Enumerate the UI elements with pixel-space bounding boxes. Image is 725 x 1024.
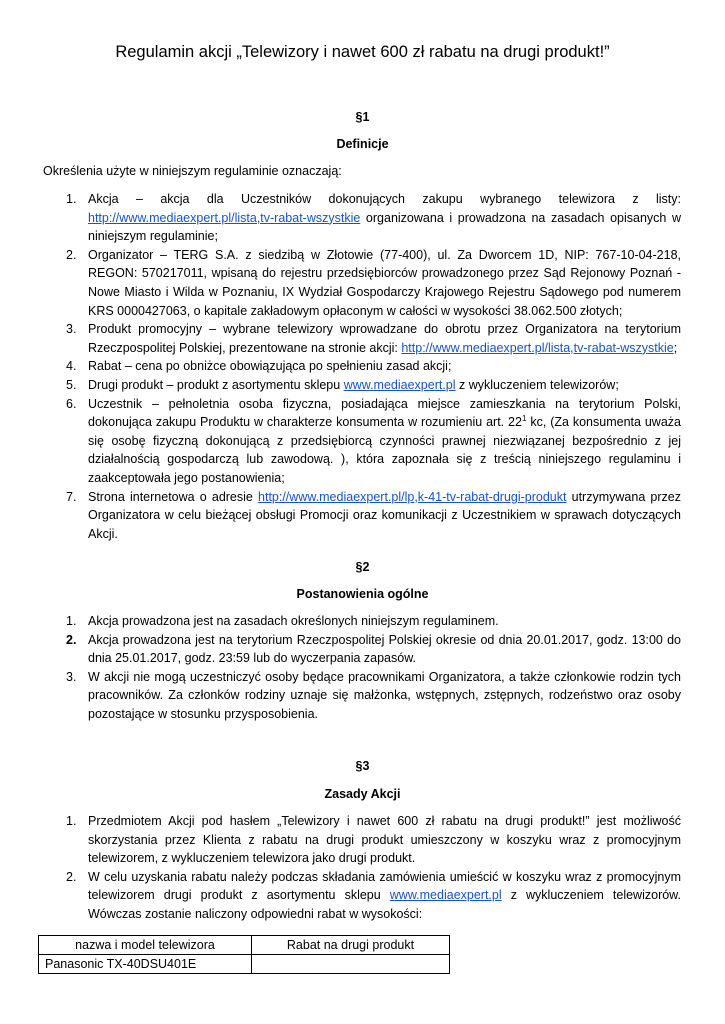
general-provisions-list bbox=[0, 612, 725, 724]
item-text: Akcja prowadzona jest na terytorium Rzeczpospolitej Polskiej okresie od dnia 20.01.2017, godz. 13:00 do dnia 25.01.2017, godz. 23:59 lub do wyczerpania zapasów. bbox=[88, 632, 681, 666]
table-cell: Panasonic TX-40DSU401E bbox=[39, 955, 252, 974]
item-number: 7. bbox=[66, 489, 77, 504]
item-number: 1. bbox=[66, 614, 77, 628]
item-number: 2. bbox=[66, 632, 77, 647]
item-text: utrzymywana przez Organizatora w celu bieżącej obsługi Promocji oraz komunikacji z Uczestnikiem w sprawach dotyczących Akcji. bbox=[88, 489, 681, 541]
table-row bbox=[39, 955, 450, 974]
list-item bbox=[0, 246, 681, 320]
item-number: 3. bbox=[66, 322, 77, 337]
shop-link[interactable]: www.mediaexpert.pl bbox=[389, 888, 502, 903]
superscript: 1 bbox=[521, 413, 527, 423]
item-number: 1. bbox=[66, 814, 77, 828]
item-number: 2. bbox=[66, 869, 77, 884]
promotion-page-link[interactable]: http://www.mediaexpert.pl/lp,k-41-tv-rabat-drugi-produkt bbox=[258, 489, 567, 504]
item-number: 4. bbox=[66, 359, 77, 374]
list-item bbox=[0, 320, 681, 357]
item-text: Drugi produkt – produkt z asortymentu sklepu bbox=[88, 377, 344, 392]
item-text: W celu uzyskania rabatu należy podczas składania zamówienia umieścić w koszyku wraz z promocyjnym telewizorem drugi produkt z asortymentu sklepu bbox=[88, 869, 681, 903]
item-number: 2. bbox=[66, 247, 77, 262]
item-text: Rabat – cena po obniżce obowiązująca po spełnieniu zasad akcji; bbox=[88, 359, 452, 374]
item-text: organizowana i prowadzona na zasadach opisanych w niniejszym regulaminie; bbox=[88, 210, 681, 244]
section-1-heading: Definicje bbox=[336, 137, 389, 151]
item-text: W akcji nie mogą uczestniczyć osoby będące pracownikami Organizatora, a także członkowie rodzin tych pracowników. Za członków rodziny uznaje się małżonka, wstępnych, zstępnych, rodzeństwo oraz osoby pozostające w stosunku przysposobienia. bbox=[88, 669, 681, 721]
section-2-number: §2 bbox=[355, 560, 370, 574]
item-number: 5. bbox=[66, 377, 77, 392]
list-item bbox=[0, 612, 681, 631]
list-item bbox=[0, 395, 681, 488]
item-text: z wykluczeniem telewizorów; bbox=[455, 377, 619, 392]
item-text: Uczestnik – pełnoletnia osoba fizyczna, posiadająca miejsce zamieszkania na terytorium Polski, dokonująca zakupu Produktu w charakterze konsumenta w rozumieniu art. 22 bbox=[88, 396, 681, 430]
list-item bbox=[0, 812, 681, 868]
item-number: 6. bbox=[66, 396, 77, 411]
rules-list bbox=[0, 812, 725, 924]
item-text: Przedmiotem Akcji pod hasłem „Telewizory i nawet 600 zł rabatu na drugi produkt!” jest możliwość skorzystania przez Klienta z rabatu na drugi produkt umieszczony w koszyku wraz z promocyjnym telewizorem, z wykluczeniem telewizora jako drugi produkt. bbox=[88, 814, 681, 866]
item-text: ; bbox=[673, 340, 678, 355]
table-cell bbox=[252, 955, 450, 974]
list-item bbox=[0, 631, 681, 668]
item-number: 3. bbox=[66, 669, 77, 684]
list-item bbox=[0, 190, 681, 246]
item-text: kc, (Za konsumenta uważa się osobę fizyczną dokonującą z przedsiębiorcą czynności prawnej niezwiązanej bezpośrednio z jej działalnością gospodarczą lub zawodową. ), która zapoznała się z treścią niniejszego regulaminu i zaakceptowała jego postanowienia; bbox=[88, 415, 681, 485]
shop-link[interactable]: www.mediaexpert.pl bbox=[343, 377, 456, 392]
list-item bbox=[0, 868, 681, 924]
item-text: Akcja prowadzona jest na zasadach określonych niniejszym regulaminem. bbox=[88, 614, 499, 628]
item-text: z wykluczeniem telewizorów. Wówczas zostanie naliczony odpowiedni rabat w wysokości: bbox=[88, 888, 681, 921]
list-item bbox=[0, 488, 681, 544]
list-item bbox=[0, 357, 681, 376]
table-header-row bbox=[39, 936, 450, 955]
list-item bbox=[0, 376, 681, 395]
section-2-heading: Postanowienia ogólne bbox=[296, 587, 429, 601]
item-text: Produkt promocyjny – wybrane telewizory wprowadzane do obrotu przez Organizatora na terytorium Rzeczpospolitej Polskiej, prezentowane na stronie akcji: bbox=[88, 322, 681, 355]
table-header-cell: Rabat na drugi produkt bbox=[252, 936, 450, 955]
section-3-heading: Zasady Akcji bbox=[324, 787, 401, 801]
item-number: 1. bbox=[66, 192, 77, 206]
section-3-number: §3 bbox=[355, 759, 370, 773]
list-item bbox=[0, 668, 681, 724]
promo-list-link[interactable]: http://www.mediaexpert.pl/lista,tv-rabat-wszystkie bbox=[88, 210, 361, 225]
promo-list-link[interactable]: http://www.mediaexpert.pl/lista,tv-rabat-wszystkie bbox=[401, 340, 674, 355]
definitions-list bbox=[0, 190, 725, 543]
page-title: Regulamin akcji „Telewizory i nawet 600 zł rabatu na drugi produkt!” bbox=[115, 43, 610, 61]
item-text: Organizator – TERG S.A. z siedzibą w Złotowie (77-400), ul. Za Dworcem 1D, NIP: 767-10-04-218, REGON: 570217011, wpisaną do rejestru przedsiębiorców prowadzonego przez Sąd Rejonowy Poznań - Nowe Miasto i Wilda w Poznaniu, IX Wydział Gospodarczy Krajowego Rejestru Sądowego pod numerem KRS 0000427063, o kapitale zakładowym opłaconym w całości w wysokości 38.062.500 złotych; bbox=[88, 247, 681, 318]
section-1-number: §1 bbox=[355, 110, 370, 124]
table-header-cell: nazwa i model telewizora bbox=[39, 936, 252, 955]
section-1-intro: Określenia użyte w niniejszym regulaminie oznaczają: bbox=[43, 164, 342, 178]
discount-table bbox=[38, 935, 450, 974]
item-text: Strona internetowa o adresie bbox=[88, 489, 259, 504]
item-text: Akcja – akcja dla Uczestników dokonujących zakupu wybranego telewizora z listy: bbox=[88, 192, 681, 206]
